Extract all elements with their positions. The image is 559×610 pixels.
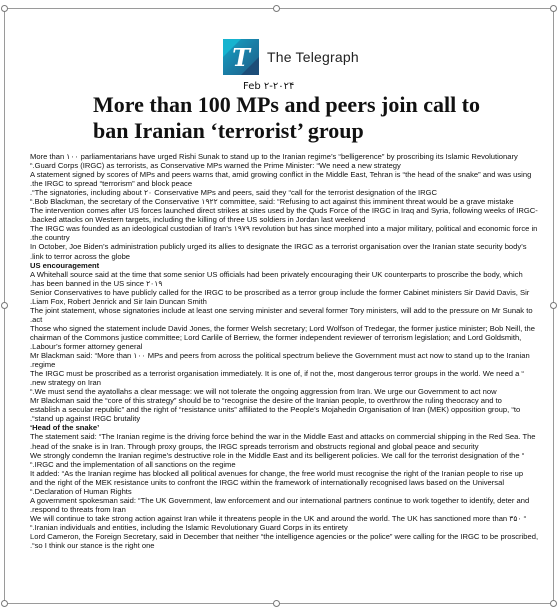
body-line: .link to terror across the globe [30, 251, 131, 261]
telegraph-t-icon: T [223, 39, 259, 75]
resize-handle-top-left[interactable] [1, 5, 8, 12]
section-heading: ‘Head of the snake’ [30, 423, 100, 433]
body-line: Senior Conservatives to have publicly called for the IRGC to be proscribed as a terror group include the former Cabinet ministers Sir David Davis, Sir [30, 287, 530, 297]
body-line: .respond to threats from Iran [30, 504, 126, 514]
article-date: Feb ۲-۲۰۲۴ [243, 81, 295, 92]
body-line: .“stand up against IRGC brutality [30, 414, 141, 424]
body-line: Lord Cameron, the Foreign Secretary, said in December that neither “the intelligence agencies or the police” were calling for the IRGC to be proscribed, [30, 531, 539, 541]
resize-handle-bottom-right[interactable] [550, 600, 557, 607]
body-line: .regime [30, 360, 56, 370]
body-line: .Labour’s former attorney general [30, 341, 143, 351]
body-line: It added: “As the Iranian regime has blocked all political avenues for change, the free world must recognise the right of the Iranian people to rise up [30, 468, 524, 478]
body-line: A statement signed by scores of MPs and peers warns that, amid growing conflict in the Middle East, Tehran is “the head of the snake” and was using [30, 170, 532, 180]
body-line: The intervention comes after US forces launched direct strikes at sites used by the Quds Force of the IRGC in Iraq and Syria, following weeks of IRGC- [30, 206, 538, 216]
body-line: .act [30, 314, 43, 324]
body-line: .the IRGC to spread “terrorism” and block peace [30, 179, 193, 189]
body-line: Mr Blackman said: “More than ۱۰۰ MPs and peers from across the political spectrum believe the Government must act now to stand up to the Iranian [30, 351, 530, 361]
body-line: A government spokesman said: “The UK Government, law enforcement and our international partners continue to work together to identify, deter and [30, 495, 530, 505]
body-line: More than ۱۰۰ parliamentarians have urged Rishi Sunak to stand up to the Iranian regime’s “belligerence” by proscribing its Islamic Revolutionary [30, 152, 518, 161]
resize-handle-middle-left[interactable] [1, 302, 8, 309]
body-line: .new strategy on Iran [30, 378, 101, 388]
headline-line-1: More than 100 MPs and peers join call to [93, 92, 481, 117]
publication-logo [196, 31, 361, 83]
body-line: “.IRGC and the implementation of all sanctions on the regime [30, 459, 236, 469]
resize-handle-top-center[interactable] [273, 5, 280, 12]
body-line: establish a secular republic” and the right of “resistance units” affiliated to the People’s Mojahedin Organisation of Iran (MEK) opposition group, “to [30, 405, 521, 415]
body-line: We strongly condemn the Iranian regime’s destructive role in the Middle East and its belligerent policies. We call for the terrorist designation of the “ [30, 450, 525, 460]
body-line: .the country [30, 233, 70, 243]
body-line: We will continue to take strong action against Iran while it threatens people in the UK and around the world. The UK has sanctioned more than ۳۵۰ “ [30, 513, 527, 523]
body-line: “.Declaration of Human Rights [30, 486, 132, 496]
body-line: “.Iranian individuals and entities, including the Islamic Revolutionary Guard Corps in its entirety [30, 522, 348, 532]
body-line: The joint statement, whose signatories include at least one serving minister and several former Tory ministers, will add to the pressure on Mr Sunak to [30, 305, 533, 315]
body-line: “.Guard Corps (IRGC) as terrorists, as Conservative MPs warned the Prime Minister: “We need a new strategy [30, 161, 401, 171]
resize-handle-bottom-center[interactable] [273, 600, 280, 607]
body-line: “.We must send the ayatollahs a clear message: we will not tolerate the ongoing aggression from Iran. We urge our Government to act now [30, 387, 497, 397]
resize-handle-top-right[interactable] [550, 5, 557, 12]
body-line: “.Bob Blackman, the secretary of the Conservative ۱۹۲۲ committee, said: “Refusing to act against this imminent threat would be a grave mistake [30, 197, 514, 207]
body-line: .backed attacks on Western targets, including the killing of three US soldiers in Jordan last weekend [30, 215, 366, 225]
body-line: The IRGC was founded as an ideological custodian of Iran’s ۱۹۷۹ revolution but has since morphed into a major military, political and economic force in [30, 224, 538, 234]
body-line: and the right of the MEK resistance units to confront the IRGC within the framework of internationally recognised laws based on the Universal [30, 477, 505, 487]
publication-name: The Telegraph [267, 49, 359, 65]
body-line: The statement said: “The Iranian regime is the driving force behind the war in the Middle East and attacks on commercial shipping in the Red Sea. The [30, 432, 536, 442]
body-line: .“so I think our stance is the right one [30, 541, 155, 551]
headline-line-2: ban Iranian ‘terrorist’ group [93, 118, 364, 143]
body-line: .“The signatories, including about ۲۰ Conservative MPs and peers, said they “call for the terrorist designation of the IRGC [30, 188, 438, 198]
body-line: Mr Blackman said the “core of this strategy” should be to “recognise the desire of the Iranian people, to overthrow the ruling theocracy and to [30, 396, 502, 406]
body-line: .has been banned in the US since ۲۰۱۹ [30, 278, 163, 288]
body-line: .Liam Fox, Robert Jenrick and Sir Iain Duncan Smith [30, 296, 207, 306]
body-line: In October, Joe Biden’s administration publicly urged its allies to designate the IRGC as a terrorist organisation over the Iranian state security body’s [30, 242, 527, 252]
body-line: A Whitehall source said at the time that some senior US officials had been privately encouraging their UK counterparts to proscribe the body, which [30, 269, 523, 279]
resize-handle-middle-right[interactable] [550, 302, 557, 309]
resize-handle-bottom-left[interactable] [1, 600, 8, 607]
body-line: chairman of the Commons justice committee; Lord Carlile of Berriew, the former independent reviewer of terrorism legislation; and Lord Goldsmith, [30, 332, 522, 342]
article-body [30, 152, 550, 550]
body-line: The IRGC must be proscribed as a terrorist organisation immediately. It is one of, if not the, most dangerous terror groups in the world. We need a “ [30, 369, 524, 379]
section-heading: US encouragement [30, 260, 100, 270]
article-headline [93, 92, 513, 144]
body-line: .head of the snake is in Iran. Through proxy groups, the IRGC spreads terrorism and obstructs regional and global peace and security [30, 441, 479, 451]
body-line: Those who signed the statement include David Jones, the former Welsh secretary; Lord Wolfson of Tredegar, the former justice minister; Bob Neill, the [30, 323, 535, 333]
